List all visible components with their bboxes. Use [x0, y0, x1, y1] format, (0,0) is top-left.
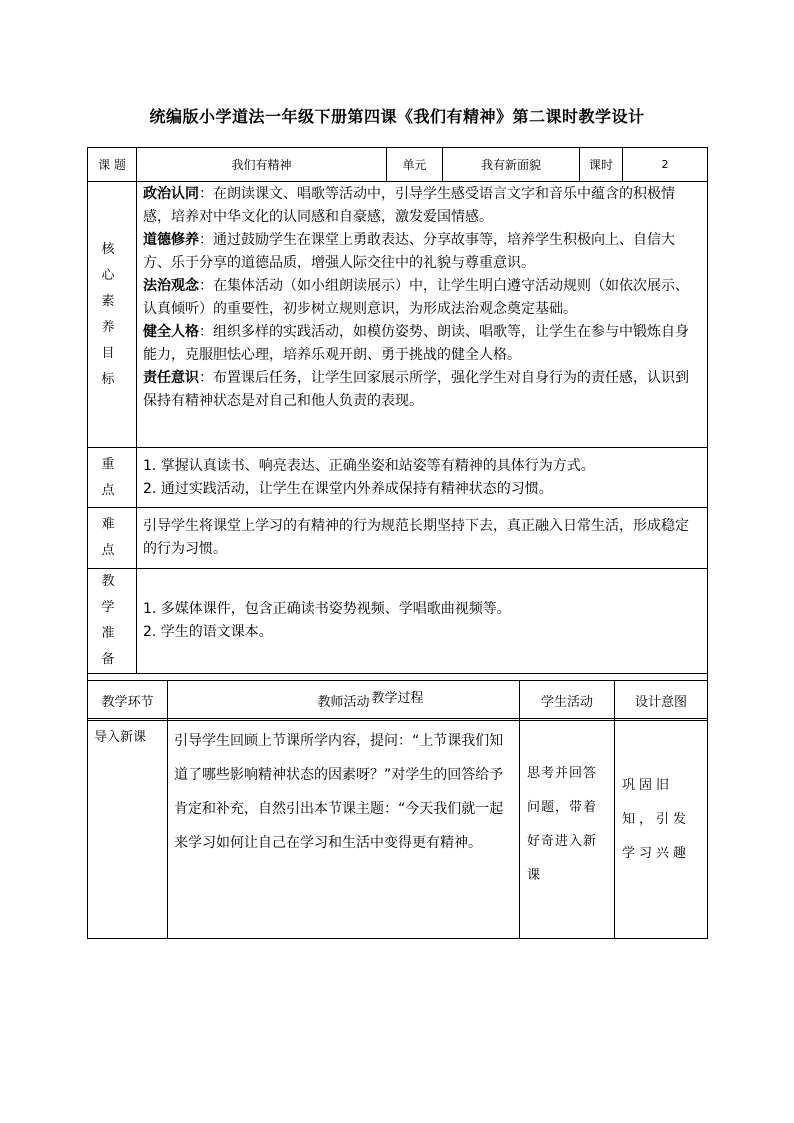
difficulties-row — [88, 508, 708, 569]
process-header-row — [88, 681, 708, 721]
process-title: 教学过程 — [88, 674, 708, 719]
goal-item: 健全人格：组织多样的实践活动，如模仿姿势、朗读、唱歌等，让学生在参与中锻炼自身能力，克服胆怯心理，培养乐观开朗、勇于挑战的健全人格。 — [143, 324, 689, 363]
unit-value: 我有新面貌 — [443, 148, 580, 182]
student-cell: 思考并回答问题，带着好奇进入新课 — [520, 721, 615, 939]
header-stage: 教学环节 — [88, 681, 168, 721]
preparation-content — [137, 569, 708, 674]
topic-label: 课 题 — [88, 148, 137, 182]
key-point-item: 2. 通过实践活动，让学生在课堂内外养成保持有精神状态的习惯。 — [143, 480, 553, 497]
stage-cell: 导入新课 — [88, 721, 168, 939]
info-row — [88, 148, 708, 182]
preparation-item: 1. 多媒体课件，包含正确读书姿势视频、学唱歌曲视频等。 — [143, 601, 511, 617]
intent-cell: 巩固旧知，引发学习兴趣 — [615, 721, 708, 939]
period-value: 2 — [623, 148, 708, 182]
goals-content — [137, 182, 708, 448]
unit-label: 单元 — [387, 148, 443, 182]
preparation-item: 2. 学生的语文课本。 — [143, 624, 273, 640]
key-point-item: 1. 掌握认真读书、响亮表达、正确坐姿和站姿等有精神的具体行为方式。 — [143, 457, 595, 474]
key-points-content — [137, 448, 708, 508]
key-points-row — [88, 448, 708, 508]
teacher-cell: 引导学生回顾上节课所学内容，提问：“上节课我们知道了哪些影响精神状态的因素呀？”对学生的回答给予肯定和补充，自然引出本节课主题：“今天我们就一起来学习如何让自己在学习和生活中变得更有精神。 — [168, 721, 520, 939]
goal-item: 法治观念：在集体活动（如小组朗读展示）中，让学生明白遵守活动规则（如依次展示、认真倾听）的重要性，初步树立规则意识，为形成法治观念奠定基础。 — [143, 278, 689, 317]
goals-row — [88, 182, 708, 448]
preparation-label: 教 学 准 备 — [88, 569, 137, 674]
goal-item: 责任意识：布置课后任务，让学生回家展示所学，强化学生对自身行为的责任感，认识到保持有精神状态是对自己和他人负责的表现。 — [143, 370, 689, 409]
topic-value: 我们有精神 — [137, 148, 387, 182]
goals-label: 核 心 素 养 目 标 — [88, 182, 137, 448]
process-table — [87, 680, 708, 939]
header-intent: 设计意图 — [615, 681, 708, 721]
goal-item: 政治认同：在朗读课文、唱歌等活动中，引导学生感受语言文字和音乐中蕴含的积极情感，培养对中华文化的认同感和自豪感，激发爱国情感。 — [143, 186, 675, 225]
difficulties-content: 引导学生将课堂上学习的有精神的行为规范长期坚持下去，真正融入日常生活，形成稳定的行为习惯。 — [137, 508, 708, 569]
header-student: 学生活动 — [520, 681, 615, 721]
period-label: 课时 — [580, 148, 623, 182]
goal-item: 道德修养：通过鼓励学生在课堂上勇敢表达、分享故事等，培养学生积极向上、自信大方、乐于分享的道德品质，增强人际交往中的礼貌与尊重意识。 — [143, 232, 675, 271]
key-points-label: 重 点 — [88, 448, 137, 508]
document-title: 统编版小学道法一年级下册第四课《我们有精神》第二课时教学设计 — [149, 107, 645, 126]
header-teacher: 教师活动 — [168, 681, 520, 721]
process-row — [88, 721, 708, 939]
preparation-row — [88, 569, 708, 674]
lesson-info-table — [87, 147, 708, 719]
difficulties-label: 难 点 — [88, 508, 137, 569]
